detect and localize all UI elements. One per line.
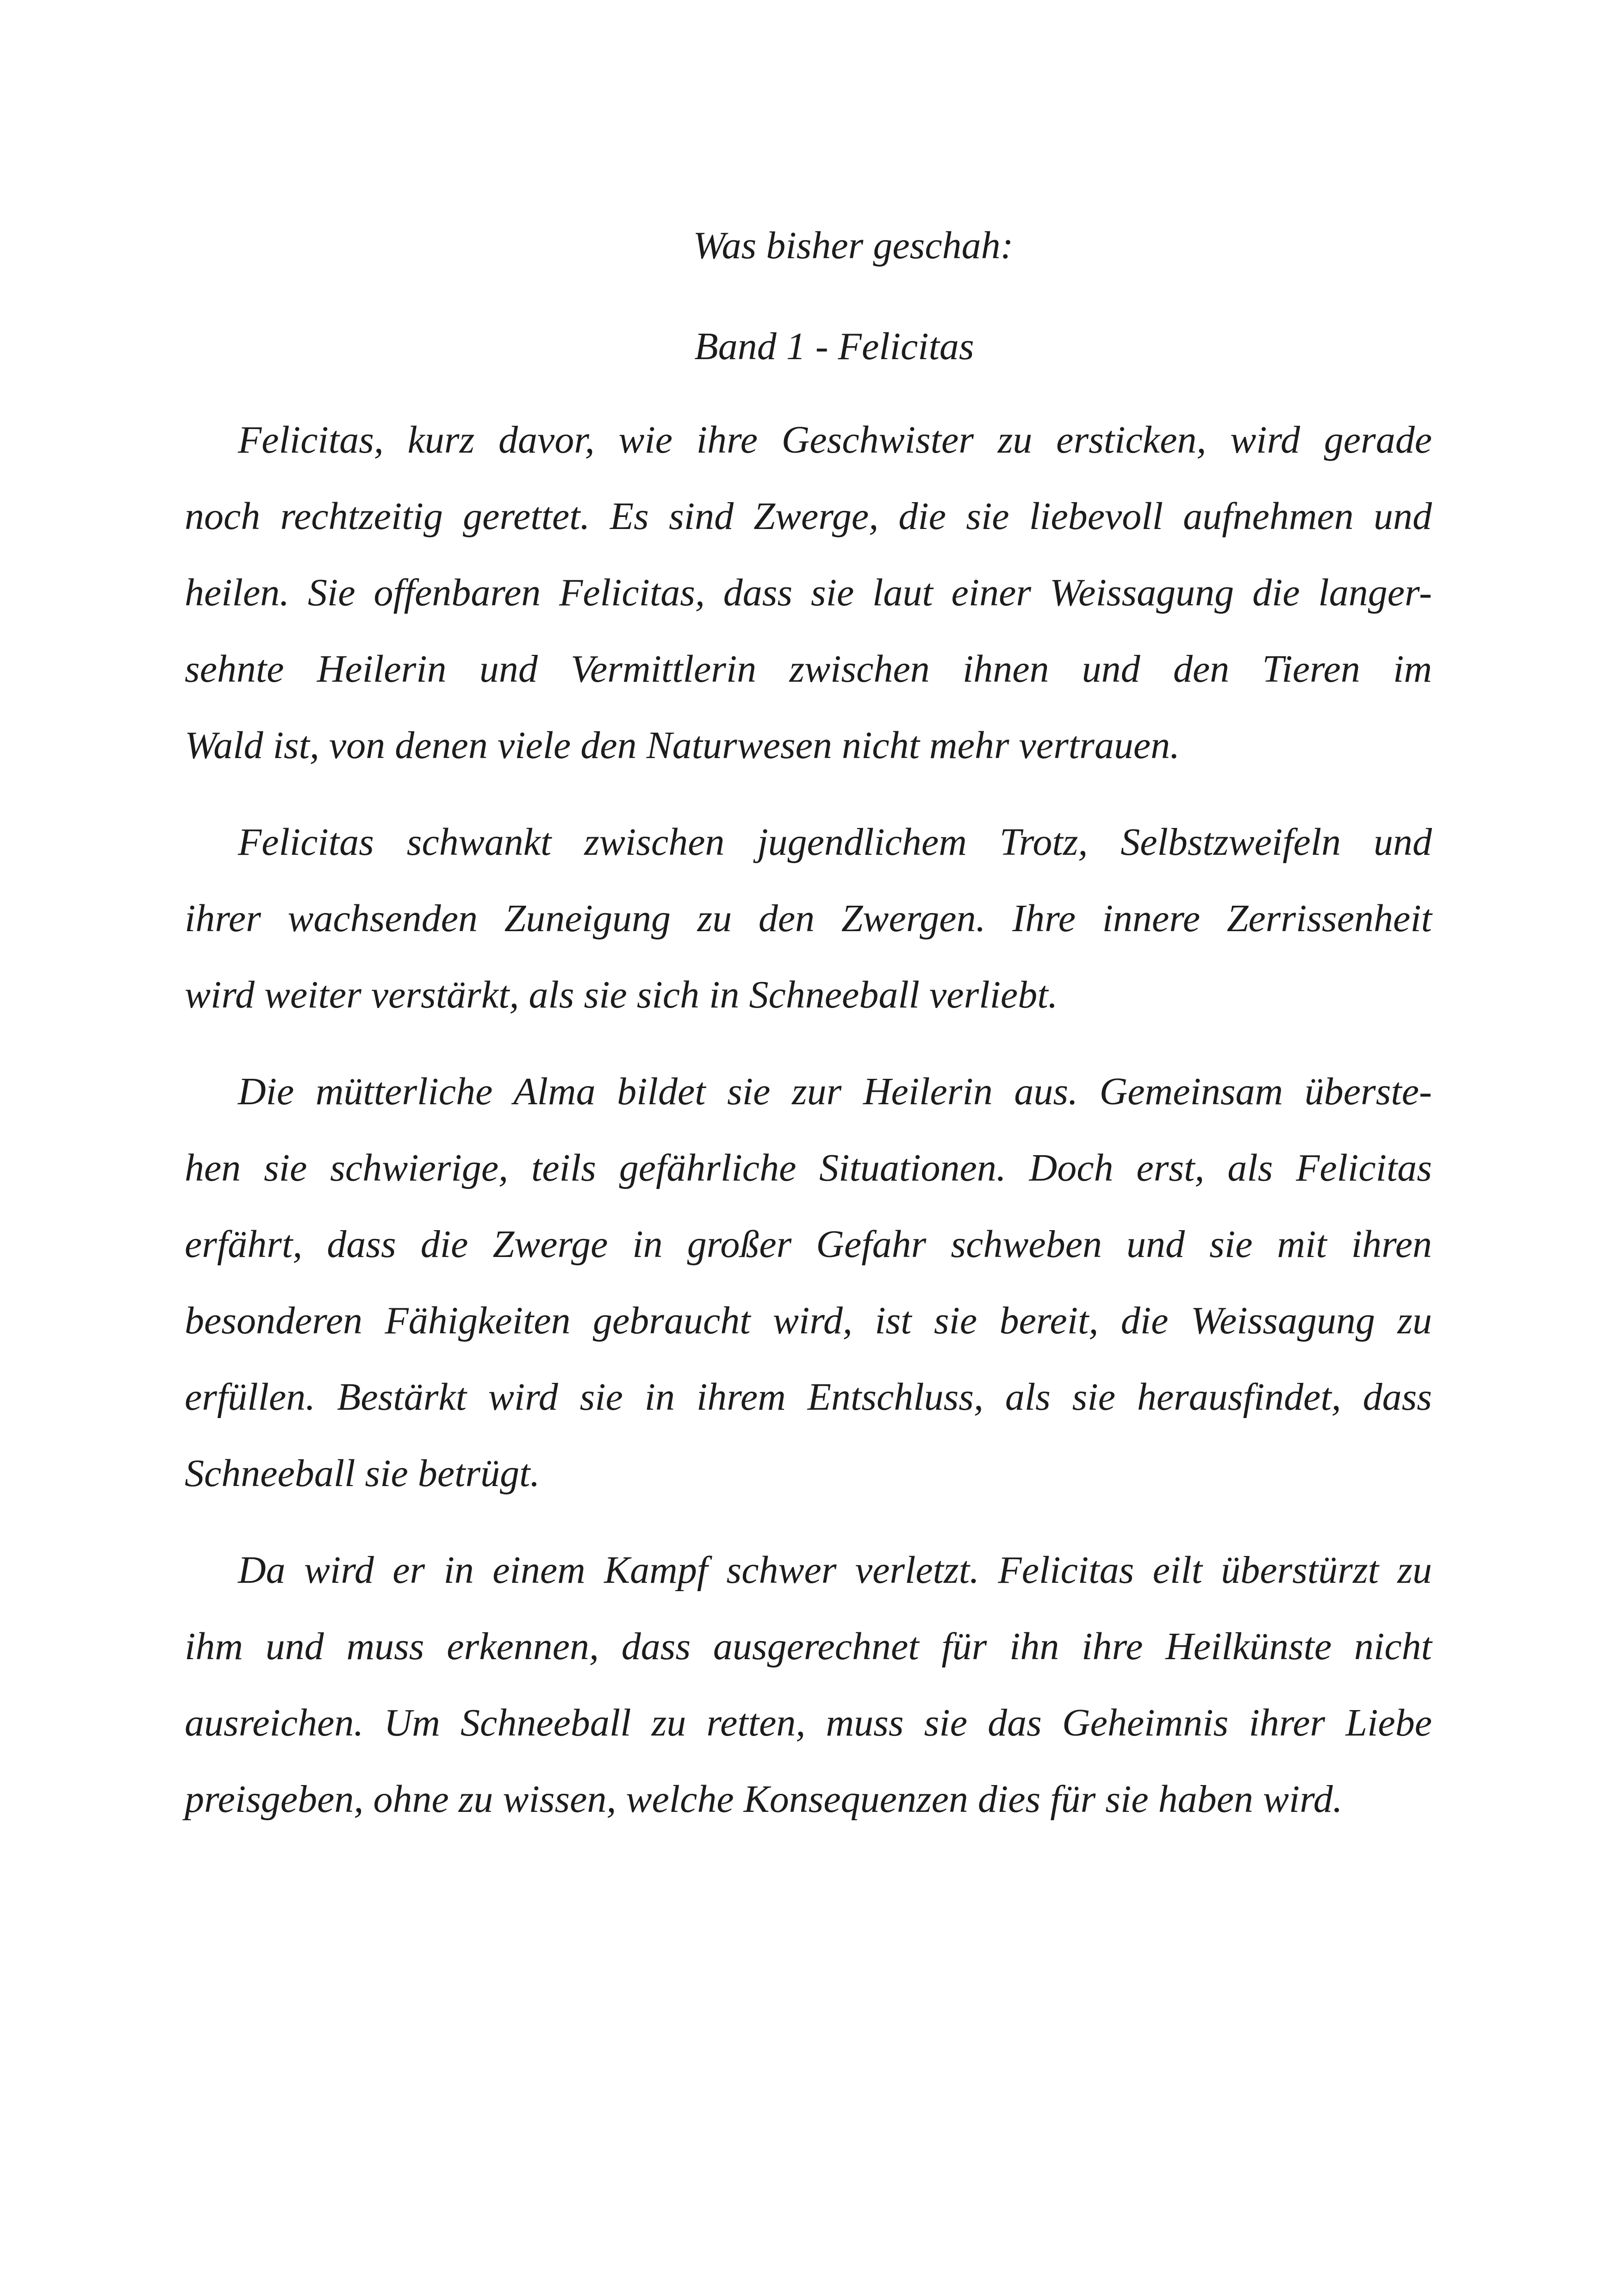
text-line: Wald ist, von denen viele den Naturwesen nicht mehr vertrauen. <box>185 724 1180 767</box>
page-subtitle: Band 1 - Felicitas <box>694 325 974 368</box>
text-line: preisgeben, ohne zu wissen, welche Konsequenzen dies für sie haben wird. <box>185 1778 1343 1821</box>
text-line: Die mütterliche Alma bildet sie zur Heilerin aus. Gemeinsam überste- <box>238 1070 1432 1113</box>
text-line: heilen. Sie offenbaren Felicitas, dass sie laut einer Weissagung die langer- <box>185 571 1432 614</box>
text-line: hen sie schwierige, teils gefährliche Situationen. Doch erst, als Felicitas <box>185 1146 1432 1189</box>
text-line: Da wird er in einem Kampf schwer verletzt. Felicitas eilt überstürzt zu <box>238 1549 1432 1592</box>
text-line: Felicitas, kurz davor, wie ihre Geschwister zu ersticken, wird gerade <box>238 418 1432 461</box>
text-line: wird weiter verstärkt, als sie sich in Schneeball verliebt. <box>185 973 1058 1016</box>
text-line: Schneeball sie betrügt. <box>185 1452 540 1495</box>
paragraph-2 <box>185 804 1432 1033</box>
paragraph-3 <box>185 1053 1432 1512</box>
text-line: noch rechtzeitig gerettet. Es sind Zwerge, die sie liebevoll aufnehmen und <box>185 495 1432 538</box>
paragraph-1 <box>185 402 1432 784</box>
text-line: erfährt, dass die Zwerge in großer Gefahr schweben und sie mit ihren <box>185 1223 1432 1266</box>
text-line: besonderen Fähigkeiten gebraucht wird, ist sie bereit, die Weissagung zu <box>185 1299 1432 1342</box>
text-line: ihm und muss erkennen, dass ausgerechnet für ihn ihre Heilkünste nicht <box>185 1625 1432 1668</box>
text-line: ausreichen. Um Schneeball zu retten, muss sie das Geheimnis ihrer Liebe <box>185 1701 1432 1744</box>
text-line: erfüllen. Bestärkt wird sie in ihrem Entschluss, als sie herausfindet, dass <box>185 1375 1432 1419</box>
text-line: ihrer wachsenden Zuneigung zu den Zwergen. Ihre innere Zerrissenheit <box>185 897 1432 940</box>
page-content <box>185 207 1432 1858</box>
paragraph-4 <box>185 1532 1432 1837</box>
text-line: Felicitas schwankt zwischen jugendlichem Trotz, Selbstzweifeln und <box>238 821 1432 864</box>
page-title: Was bisher geschah: <box>693 224 1014 267</box>
text-line: sehnte Heilerin und Vermittlerin zwischen ihnen und den Tieren im <box>185 647 1432 691</box>
